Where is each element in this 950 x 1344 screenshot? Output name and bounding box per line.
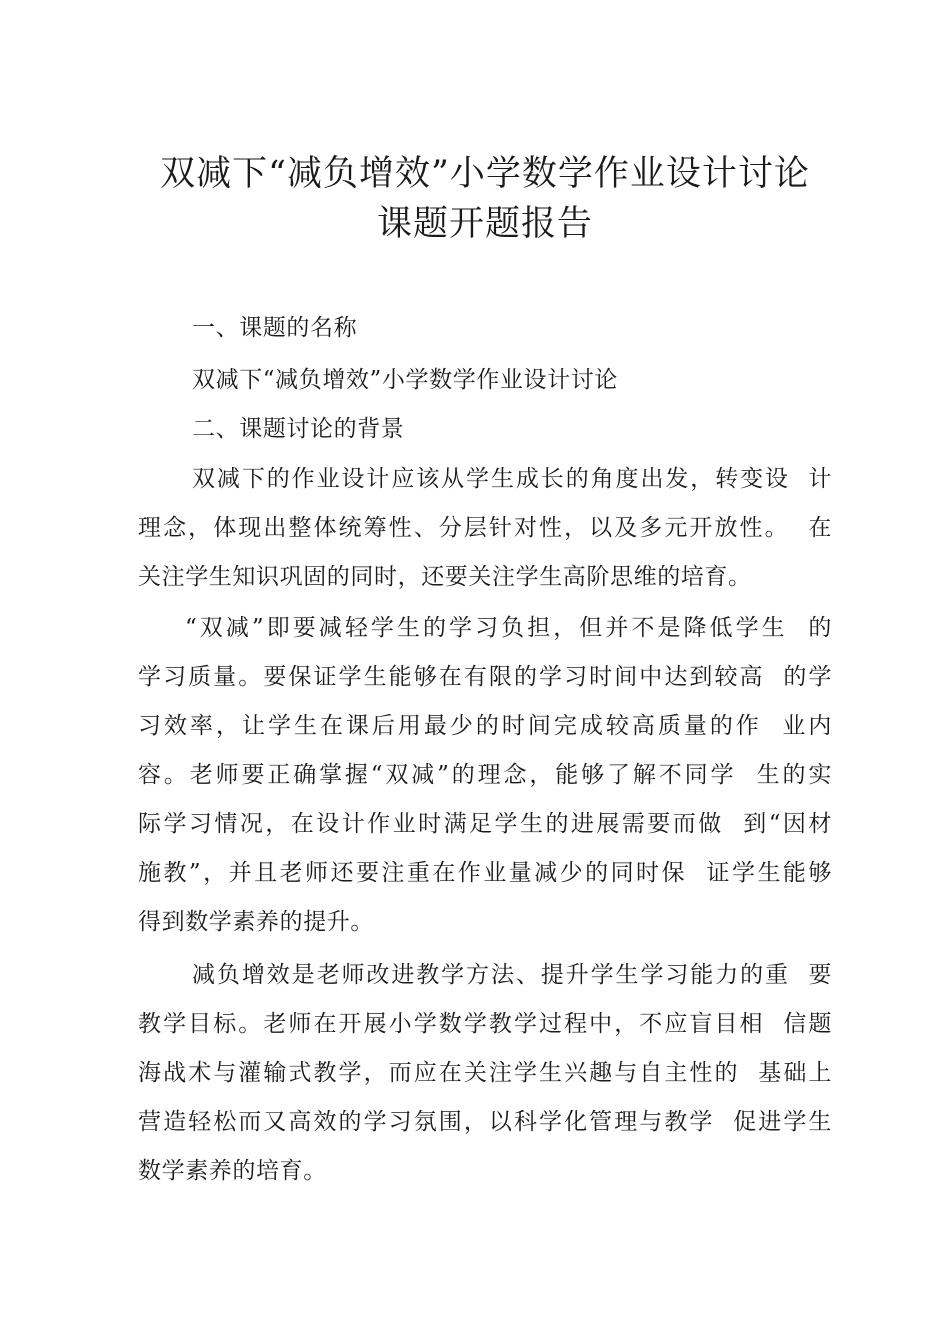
paragraph-2-line: 容。老师要正确掌握“双减”的理念，能够了解不同学 生的实 — [138, 762, 832, 788]
paragraph-1-line: 双减下的作业设计应该从学生成长的角度出发，转变设 计 — [192, 466, 832, 492]
paragraph-3-line: 教学目标。老师在开展小学数学教学过程中，不应盲目相 信题 — [138, 1011, 832, 1037]
paragraph-2-line: 施教”，并且老师还要注重在作业量减少的同时保 证学生能够 — [138, 860, 832, 886]
paragraph-1-line: 理念，体现出整体统筹性、分层针对性，以及多元开放性。 在 — [138, 515, 832, 541]
paragraph-3-line: 减负增效是老师改进教学方法、提升学生学习能力的重 要 — [192, 962, 832, 988]
paragraph-2-line: 得到数学素养的提升。 — [138, 909, 374, 935]
paragraph-2-line: 学习质量。要保证学生能够在有限的学习时间中达到较高 的学 — [138, 664, 832, 690]
paragraph-2-line: 际学习情况，在设计作业时满足学生的进展需要而做 到“因材 — [138, 811, 832, 837]
section-1-heading: 一、课题的名称 — [192, 315, 358, 341]
document-title-line-1: 双减下“减负增效”小学数学作业设计讨论 — [160, 154, 810, 194]
paragraph-3-line: 营造轻松而又高效的学习氛围，以科学化管理与教学 促进学生 — [138, 1109, 832, 1135]
paragraph-2-line: “双减”即要减轻学生的学习负担，但并不是降低学生 的 — [185, 615, 832, 641]
paragraph-2-line: 习效率，让学生在课后用最少的时间完成较高质量的作 业内 — [138, 713, 832, 739]
section-1-body: 双减下“减负增效”小学数学作业设计讨论 — [192, 367, 618, 393]
document-title-line-2: 课题开题报告 — [376, 204, 593, 244]
paragraph-3-line: 数学素养的培育。 — [138, 1158, 327, 1184]
paragraph-3-line: 海战术与灌输式教学，而应在关注学生兴趣与自主性的 基础上 — [138, 1060, 832, 1086]
section-2-heading: 二、课题讨论的背景 — [192, 416, 405, 442]
paragraph-1-line: 关注学生知识巩固的同时，还要关注学生高阶思维的培育。 — [138, 564, 752, 590]
